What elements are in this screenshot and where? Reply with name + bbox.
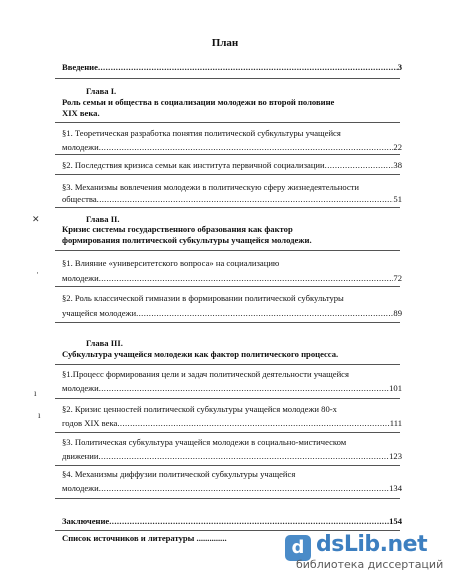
ch2-sec1-line-1: §1. Влияние «университетского вопроса» на социализацию	[62, 258, 280, 268]
toc-entry-intro[interactable]	[62, 62, 402, 73]
ch2-sec2-line-2: учащейся молодежи	[62, 308, 137, 318]
watermark-subtitle: библиотека диссертаций	[296, 558, 444, 571]
scan-mark: ·	[36, 268, 39, 278]
leader-dots	[325, 160, 394, 171]
ch1-sec2-line-1: §2. Последствия кризиса семьи как института первичной социализации	[62, 160, 325, 170]
chapter-2-title-line-1: Кризис системы государственного образования как фактор	[62, 224, 293, 234]
toc-intro-page: 3	[397, 62, 402, 72]
ch3-sec4-page: 134	[389, 483, 402, 493]
ch3-sec2-line-2: годов XIX века	[62, 418, 118, 428]
ch3-sec3-page: 123	[389, 451, 402, 461]
divider	[55, 498, 400, 499]
toc-entry-ch2-sec1[interactable]	[62, 273, 402, 284]
chapter-1-title-line-2: XIX века.	[62, 108, 100, 118]
ch3-sec3-line-1: §3. Политическая субкультура учащейся молодежи в социально-мистическом	[62, 437, 347, 447]
toc-entry-ch3-sec4[interactable]	[62, 483, 402, 494]
ch1-sec2-page: 38	[393, 160, 402, 170]
toc-entry-ch3-sec3[interactable]	[62, 451, 402, 462]
toc-entry-ch3-sec2[interactable]	[62, 418, 402, 429]
ch2-sec1-line-2: молодежи	[62, 273, 99, 283]
watermark-name: dsLib.net	[316, 532, 428, 557]
chapter-2-heading: Глава II.	[86, 214, 120, 224]
toc-entry-ch2-sec2[interactable]	[62, 308, 402, 319]
toc-intro-label: Введение	[62, 62, 98, 72]
chapter-3-title-line-1: Субкультура учащейся молодежи как фактор политического процесса.	[62, 349, 339, 359]
divider	[55, 122, 400, 123]
toc-entry-ch1-sec1[interactable]	[62, 142, 402, 153]
ch1-sec1-line-1: §1. Теоретическая разработка понятия политической субкультуры учащейся	[62, 128, 341, 138]
ch3-sec1-line-1: §1.Процесс формирования цели и задач политической деятельности учащейся	[62, 369, 349, 379]
leader-dots	[117, 418, 389, 429]
scan-mark: ✕	[32, 214, 40, 224]
ch2-sec2-page: 89	[393, 308, 402, 318]
ch1-sec1-line-2: молодежи	[62, 142, 99, 152]
divider	[55, 174, 400, 175]
ch3-sec4-line-2: молодежи	[62, 483, 99, 493]
leader-dots	[99, 383, 389, 394]
scan-mark: ı	[38, 410, 41, 420]
divider	[55, 364, 400, 365]
divider	[55, 78, 400, 79]
toc-entry-sources[interactable]	[62, 533, 272, 544]
ch3-sec1-page: 101	[389, 383, 402, 393]
divider	[55, 432, 400, 433]
divider	[55, 207, 400, 208]
page-title: План	[211, 37, 239, 49]
toc-conclusion-label: Заключение	[62, 516, 110, 526]
toc-conclusion-page: 154	[389, 516, 402, 526]
divider	[55, 465, 400, 466]
ch1-sec3-page: 51	[393, 194, 402, 204]
divider	[55, 250, 400, 251]
divider	[55, 398, 400, 399]
toc-entry-conclusion[interactable]	[62, 516, 402, 527]
divider	[55, 154, 400, 155]
divider	[55, 286, 400, 287]
chapter-1-heading: Глава I.	[86, 86, 117, 96]
toc-entry-ch3-sec1[interactable]	[62, 383, 402, 394]
leader-dots	[98, 62, 398, 73]
leader-dots	[99, 273, 394, 284]
ch1-sec3-line-1: §3. Механизмы вовлечения молодежи в политическую сферу жизнедеятельности	[62, 182, 360, 192]
leader-dots	[98, 451, 389, 462]
ch3-sec2-page: 111	[389, 418, 402, 428]
toc-sources-label: Список источников и литературы	[62, 533, 195, 543]
leader-dots	[97, 194, 394, 205]
ch1-sec1-page: 22	[393, 142, 402, 152]
chapter-1-title-line-1: Роль семьи и общества в социализации молодежи во второй половине	[62, 97, 335, 107]
dslib-logo-icon: d	[285, 535, 311, 561]
toc-entry-ch1-sec3[interactable]	[62, 194, 402, 205]
ch3-sec3-line-2: движении	[62, 451, 99, 461]
chapter-3-heading: Глава III.	[86, 338, 123, 348]
ch1-sec3-line-2: общества	[62, 194, 97, 204]
leader-dots: ..............	[196, 533, 227, 543]
scan-mark: ı	[34, 388, 37, 398]
chapter-2-title-line-2: формирования политической субкультуры учащейся молодежи.	[62, 235, 312, 245]
ch2-sec1-page: 72	[393, 273, 402, 283]
ch3-sec1-line-2: молодежи	[62, 383, 99, 393]
toc-entry-ch1-sec2[interactable]	[62, 160, 402, 171]
ch3-sec4-line-1: §4. Механизмы диффузии политической субкультуры учащейся	[62, 469, 296, 479]
ch2-sec2-line-1: §2. Роль классической гимназии в формировании политической субкультуры	[62, 293, 344, 303]
divider	[55, 530, 400, 531]
leader-dots	[109, 516, 389, 527]
divider	[55, 322, 400, 323]
leader-dots	[99, 142, 394, 153]
leader-dots	[136, 308, 393, 319]
leader-dots	[99, 483, 389, 494]
ch3-sec2-line-1: §2. Кризис ценностей политической субкультуры учащейся молодежи 80-х	[62, 404, 337, 414]
